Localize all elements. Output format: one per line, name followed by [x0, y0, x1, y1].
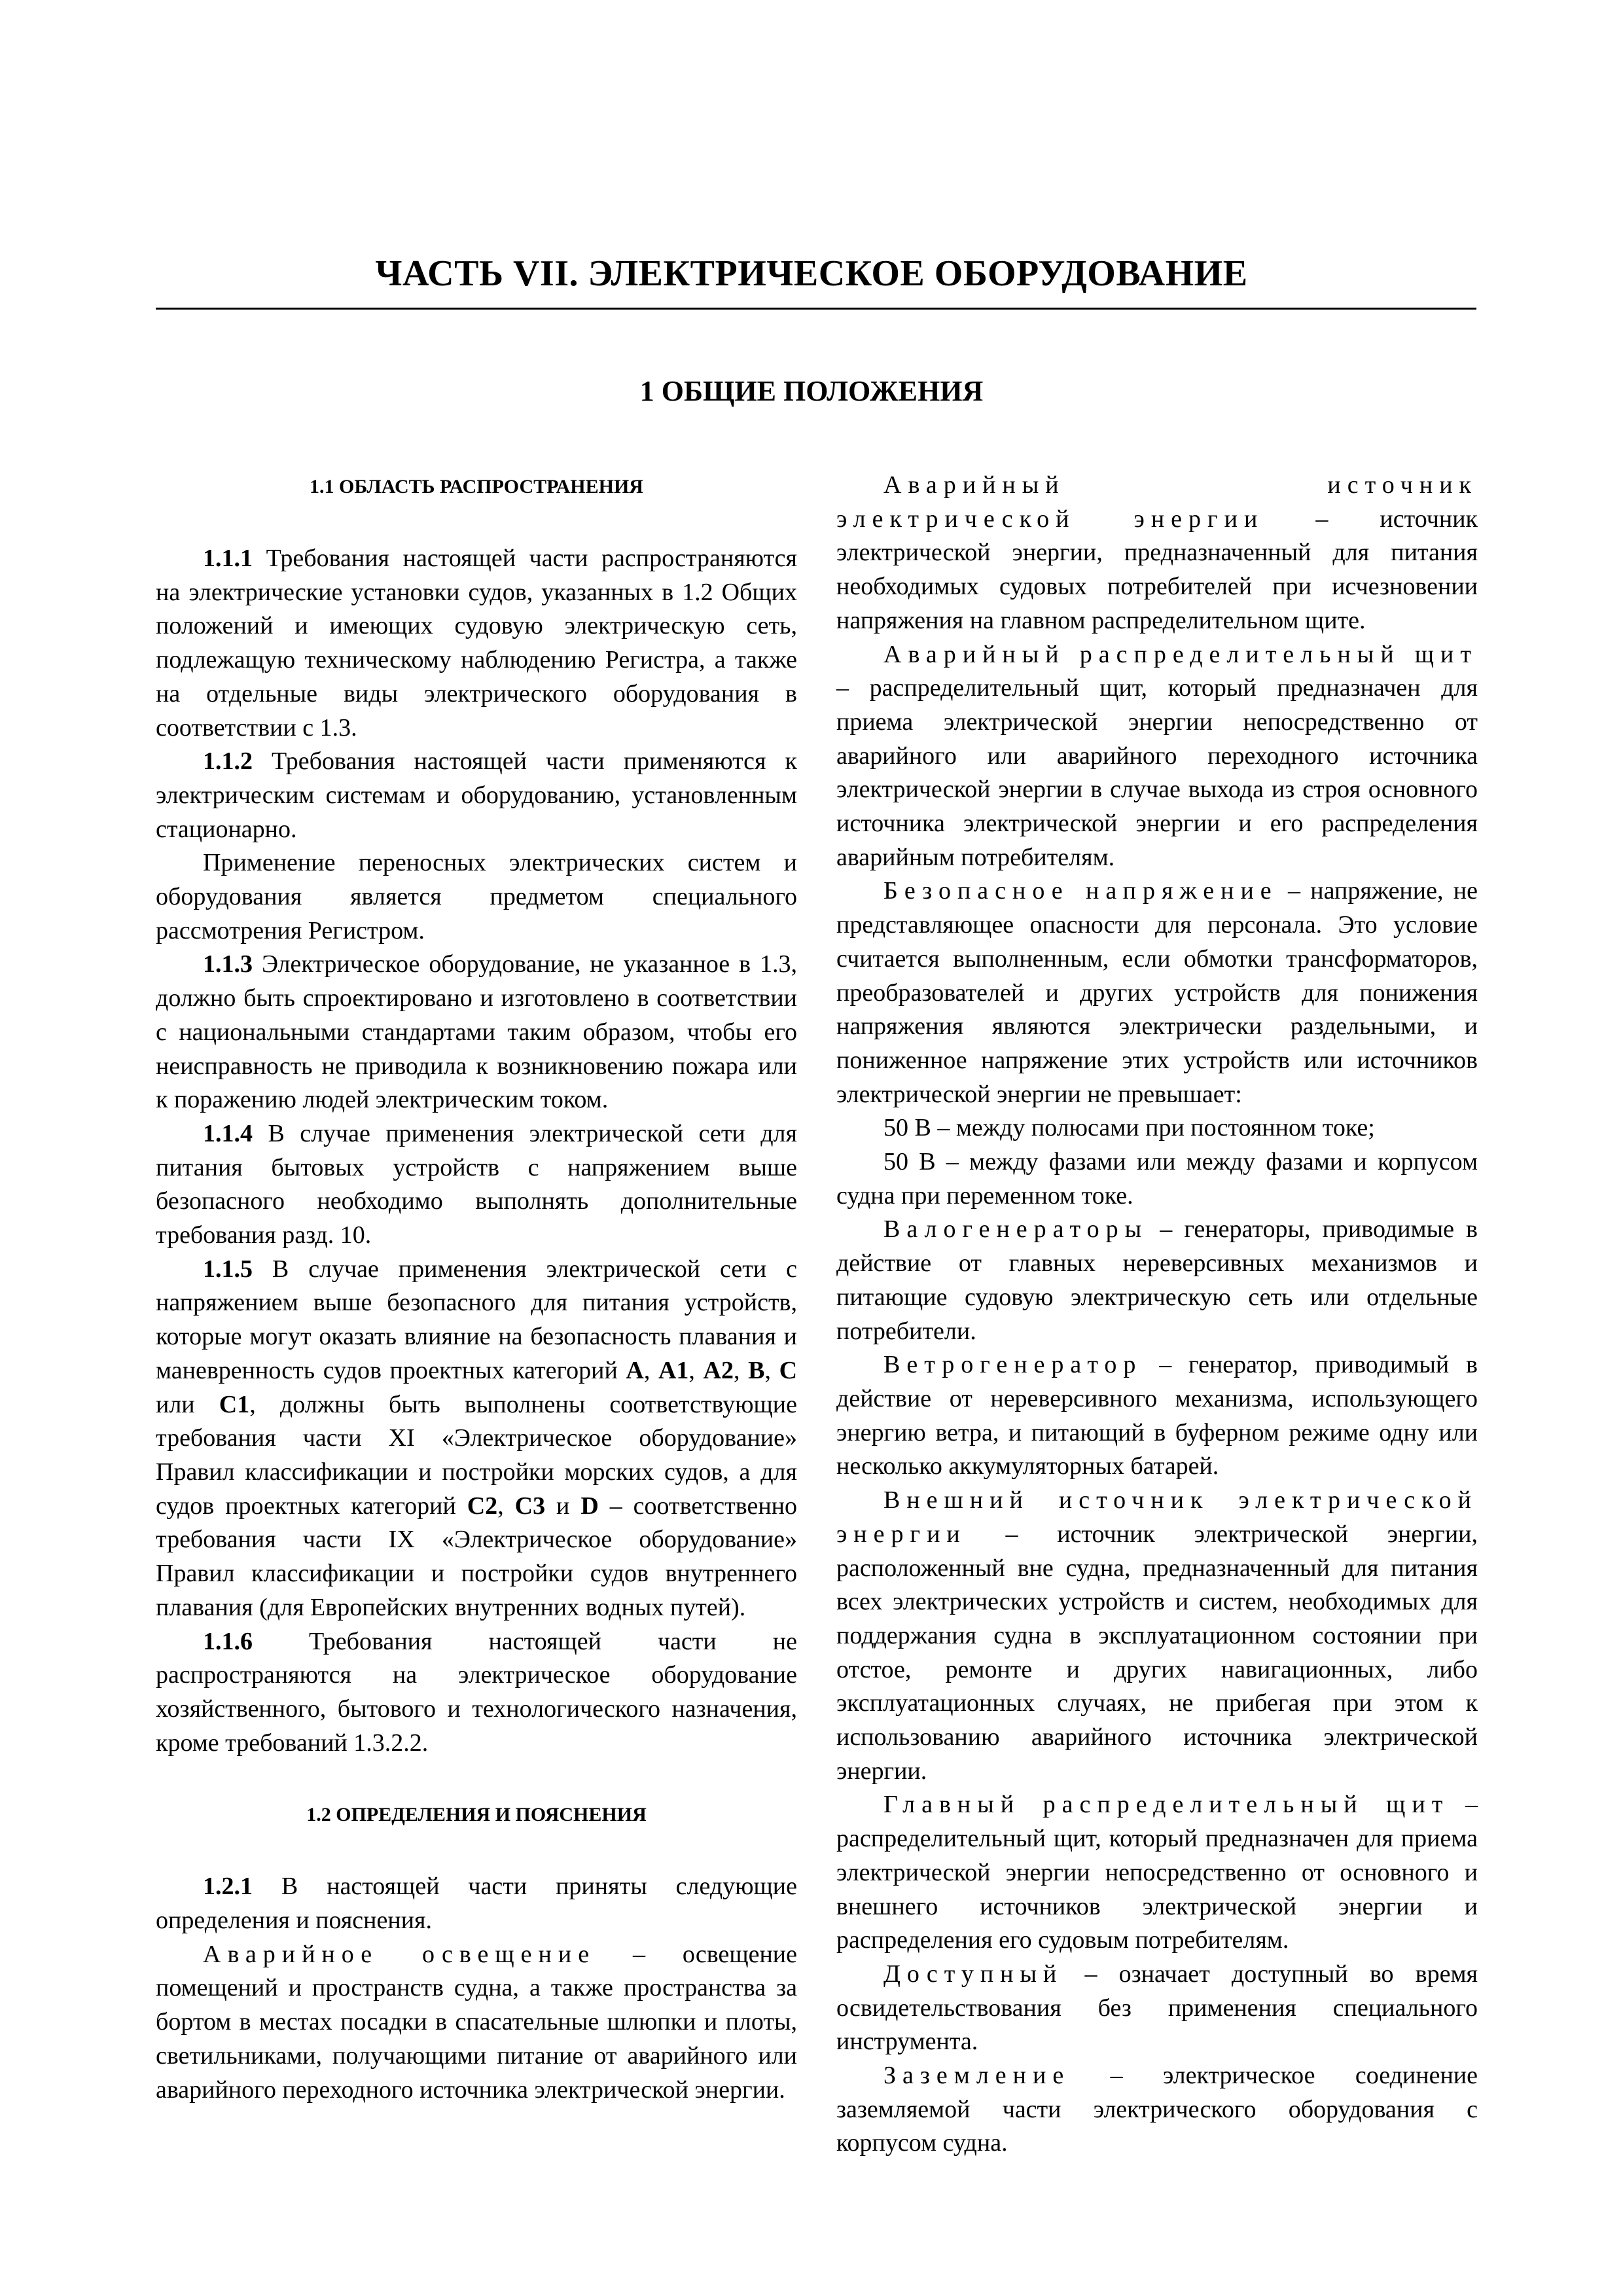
definition-term: Аварийный источник электрической энергии	[836, 471, 1478, 533]
clause-text: Требования настоящей части применяются к электрическим системам и оборудованию, установленным стационарно.	[156, 747, 797, 843]
clause-text: Требования настоящей части распространяются на электрические установки судов, указанных в 1.2 Общих положений и имеющих судовую электрическую сеть, подлежащую техническому наблюдению Регистра, а также на отдельные виды электрического оборудования в соответствии с 1.3.	[156, 545, 797, 742]
definition-text: – генератор, приводимый в действие от нереверсивного механизма, использующего энергию ветра, и питающий в буферном режиме одну или несколько аккумуляторных батарей.	[836, 1351, 1478, 1480]
title-rule	[156, 308, 1476, 310]
left-column	[156, 469, 797, 2107]
definition-emergency-lighting	[156, 1938, 797, 2108]
definition-text: – распределительный щит, который предназначен для приема электрической энергии непосредственно от аварийного или аварийного переходного источника электрической энергии в случае выхода из строя основного источника электрической энергии и его распределения аварийным потребителям.	[836, 674, 1478, 871]
paragraph-1-1-5	[156, 1253, 797, 1625]
clause-number: 1.1.6	[203, 1627, 253, 1655]
category-c1: С1	[219, 1390, 250, 1418]
clause-text: Электрическое оборудование, не указанное в 1.3, должно быть спроектировано и изготовлено в соответствии с национальными стандартами таким образом, чтобы его неисправность не приводила к возникновению пожара или к поражению людей электрическим током.	[156, 950, 797, 1114]
definition-term: Ветрогенератор	[883, 1351, 1143, 1379]
definition-text: – напряжение, не представляющее опасности для персонала. Это условие считается выполненным, если обмотки трансформаторов, преобразователей и других устройств для понижения напряжения являются электрически раздельными, и пониженное напряжение этих устройств или источников электрической энергии не превышает:	[836, 877, 1478, 1108]
clause-text: В настоящей части приняты следующие определения и пояснения.	[156, 1873, 797, 1935]
definition-term: Безопасное напряжение	[883, 877, 1278, 905]
category-a1: А1	[658, 1356, 689, 1384]
clause-number: 1.1.2	[203, 747, 253, 776]
category-c3: С3	[514, 1492, 546, 1520]
definition-external-source	[836, 1484, 1478, 1788]
definition-term: Доступный	[883, 1960, 1063, 1988]
clause-text: , должны быть выполнены соответствующие требования части XI «Электрическое оборудование» Правил классификации и постройки морских судов, а для судов проектных категорий	[156, 1390, 798, 1520]
separator: ,	[643, 1356, 658, 1384]
definition-accessible	[836, 1958, 1478, 2059]
definition-term: Валогенераторы	[883, 1215, 1149, 1244]
heading-1-1: 1.1 ОБЛАСТЬ РАСПРОСТРАНЕНИЯ	[310, 476, 643, 497]
category-d: D	[580, 1492, 599, 1520]
safe-voltage-dc: 50 В – между полюсами при постоянном токе;	[883, 1114, 1375, 1142]
category-a: А	[626, 1356, 644, 1384]
clause-number: 1.1.1	[203, 545, 253, 572]
definition-earthing	[836, 2059, 1478, 2161]
definition-text: – распределительный щит, который предназначен для приема электрической энергии непосредственно от основного и внешнего источников электрической энергии и распределения его судовым потребителям.	[836, 1791, 1478, 1954]
definition-main-switchboard	[836, 1788, 1478, 1958]
clause-text: Требования настоящей части не распространяются на электрическое оборудование хозяйственного, бытового и технологического назначения, кроме требований 1.3.2.2.	[156, 1627, 797, 1757]
part-title: ЧАСТЬ VII. ЭЛЕКТРИЧЕСКОЕ ОБОРУДОВАНИЕ	[375, 253, 1248, 294]
definition-term: Заземление	[883, 2062, 1071, 2090]
definition-term: Внешний источник электрической энергии	[836, 1486, 1478, 1548]
category-b: В	[748, 1356, 765, 1384]
clause-number: 1.1.4	[203, 1119, 253, 1147]
clause-number: 1.1.5	[203, 1255, 253, 1283]
definition-text: – источник электрической энергии, расположенный вне судна, предназначенный для питания всех электрических устройств и систем, необходимых для поддержания судна в эксплуатационном состоянии при отстое, ремонте и других навигационных, либо эксплуатационных случаях, не прибегая при этом к использованию аварийного источника электрической энергии.	[836, 1520, 1478, 1785]
paragraph-1-1-2-b: Применение переносных электрических систем и оборудования является предметом специального рассмотрения Регистром.	[156, 849, 797, 944]
separator: ,	[497, 1492, 515, 1520]
definition-text: – генераторы, приводимые в действие от главных нереверсивных механизмов и питающие судовую электрическую сеть или отдельные потребители.	[836, 1215, 1478, 1345]
paragraph-1-1-4	[156, 1117, 797, 1253]
heading-1-2: 1.2 ОПРЕДЕЛЕНИЯ И ПОЯСНЕНИЯ	[306, 1804, 647, 1826]
connector: и	[545, 1492, 581, 1520]
paragraph-1-1-3	[156, 948, 797, 1117]
right-column	[836, 469, 1478, 2161]
definition-wind-generator	[836, 1348, 1478, 1484]
clause-text: – соответственно требования части IX «Электрическое оборудование» Правил классификации и постройки судов внутреннего плавания (для Европейских внутренних водных путей).	[156, 1492, 798, 1621]
connector: или	[156, 1390, 219, 1418]
paragraph-1-2-1	[156, 1870, 797, 1937]
section-title: 1 ОБЩИЕ ПОЛОЖЕНИЯ	[639, 375, 984, 407]
clause-text: В случае применения электрической сети с напряжением выше безопасного для питания устройств, которые могут оказать влияние на безопасность плавания и маневренность судов проектных категорий	[156, 1255, 797, 1384]
definition-text: – означает доступный во время освидетельствования без применения специального инструмента.	[836, 1960, 1478, 2056]
safe-voltage-ac: 50 В – между фазами или между фазами и корпусом судна при переменном токе.	[836, 1148, 1478, 1210]
clause-text: В случае применения электрической сети для питания бытовых устройств с напряжением выше безопасного необходимо выполнять дополнительные требования разд. 10.	[156, 1119, 797, 1249]
separator: ,	[764, 1356, 779, 1384]
separator: ,	[733, 1356, 749, 1384]
definition-safe-voltage	[836, 874, 1478, 1111]
category-a2: А2	[703, 1356, 734, 1384]
definition-emergency-switchboard	[836, 638, 1478, 875]
definition-text: – освещение помещений и пространств судна, а также пространства за бортом в местах посадки в спасательные шлюпки и плоты, светильниками, получающими питание от аварийного или аварийного переходного источника электрической энергии.	[156, 1940, 797, 2104]
definition-term: Аварийное освещение	[203, 1940, 596, 1968]
definition-text: – электрическое соединение заземляемой части электрического оборудования с корпусом судна.	[836, 2062, 1478, 2157]
clause-number: 1.2.1	[203, 1873, 253, 1901]
definition-term: Аварийный распределительный щит	[883, 640, 1478, 668]
separator: ,	[688, 1356, 704, 1384]
clause-number: 1.1.3	[203, 950, 253, 978]
category-c: С	[779, 1356, 798, 1384]
paragraph-1-1-2	[156, 745, 797, 846]
definition-term: Главный распределительный щит	[883, 1791, 1450, 1819]
paragraph-1-1-1	[156, 542, 797, 745]
paragraph-1-1-6	[156, 1625, 797, 1761]
definition-emergency-source	[836, 469, 1478, 638]
category-c2: С2	[467, 1492, 498, 1520]
definition-text: – источник электрической энергии, предназначенный для питания необходимых судовых потребителей при исчезновении напряжения на главном распределительном щите.	[836, 505, 1478, 634]
definition-shaft-generators	[836, 1213, 1478, 1348]
